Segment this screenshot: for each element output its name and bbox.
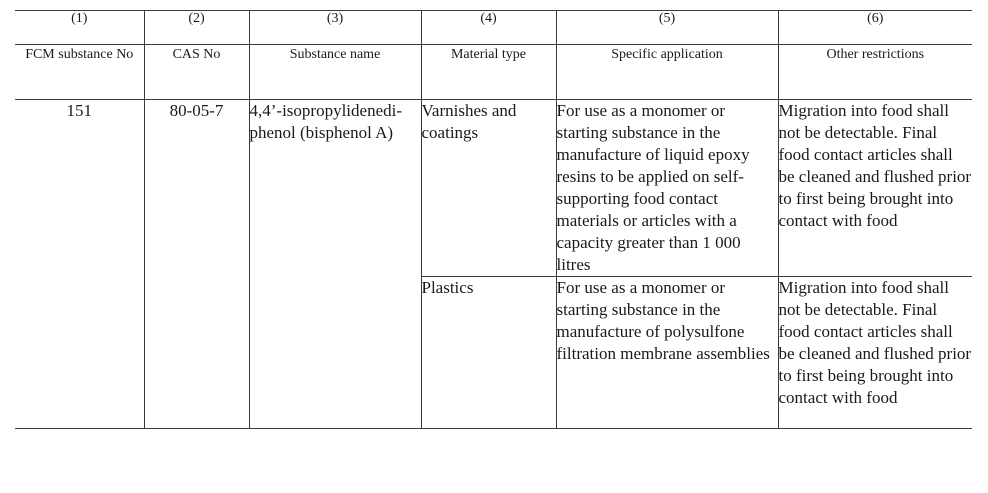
specific-application-cell: For use as a monomer or starting substance in the manufacture of polysulfone filtration membrane assemblies [556, 277, 778, 429]
column-number-4: (4) [421, 11, 556, 45]
column-number-3: (3) [249, 11, 421, 45]
other-restrictions-cell: Migration into food shall not be detectable. Final food contact articles shall be cleaned and flushed prior to first being brought into contact with food [778, 277, 972, 429]
other-restrictions-cell: Migration into food shall not be detectable. Final food contact articles shall be cleaned and flushed prior to first being brought into contact with food [778, 100, 972, 277]
header-material-type: Material type [421, 45, 556, 100]
substance-name-cell: 4,4’-isopropylidenedi-phenol (bisphenol A) [249, 100, 421, 429]
column-number-2: (2) [144, 11, 249, 45]
column-header-row [15, 45, 972, 100]
specific-application-cell: For use as a monomer or starting substance in the manufacture of liquid epoxy resins to be applied on self-supporting food contact materials or articles with a capacity greater than 1 000 litres [556, 100, 778, 277]
header-cas-no: CAS No [144, 45, 249, 100]
column-number-5: (5) [556, 11, 778, 45]
header-fcm-substance-no: FCM substance No [15, 45, 144, 100]
substance-table [15, 10, 972, 429]
column-number-1: (1) [15, 11, 144, 45]
header-other-restrictions: Other restrictions [778, 45, 972, 100]
fcm-substance-no-cell: 151 [15, 100, 144, 429]
cas-no-cell: 80-05-7 [144, 100, 249, 429]
material-type-cell: Plastics [421, 277, 556, 429]
table-row [15, 100, 972, 277]
column-number-row [15, 11, 972, 45]
material-type-cell: Varnishes and coatings [421, 100, 556, 277]
header-substance-name: Substance name [249, 45, 421, 100]
column-number-6: (6) [778, 11, 972, 45]
header-specific-application: Specific application [556, 45, 778, 100]
